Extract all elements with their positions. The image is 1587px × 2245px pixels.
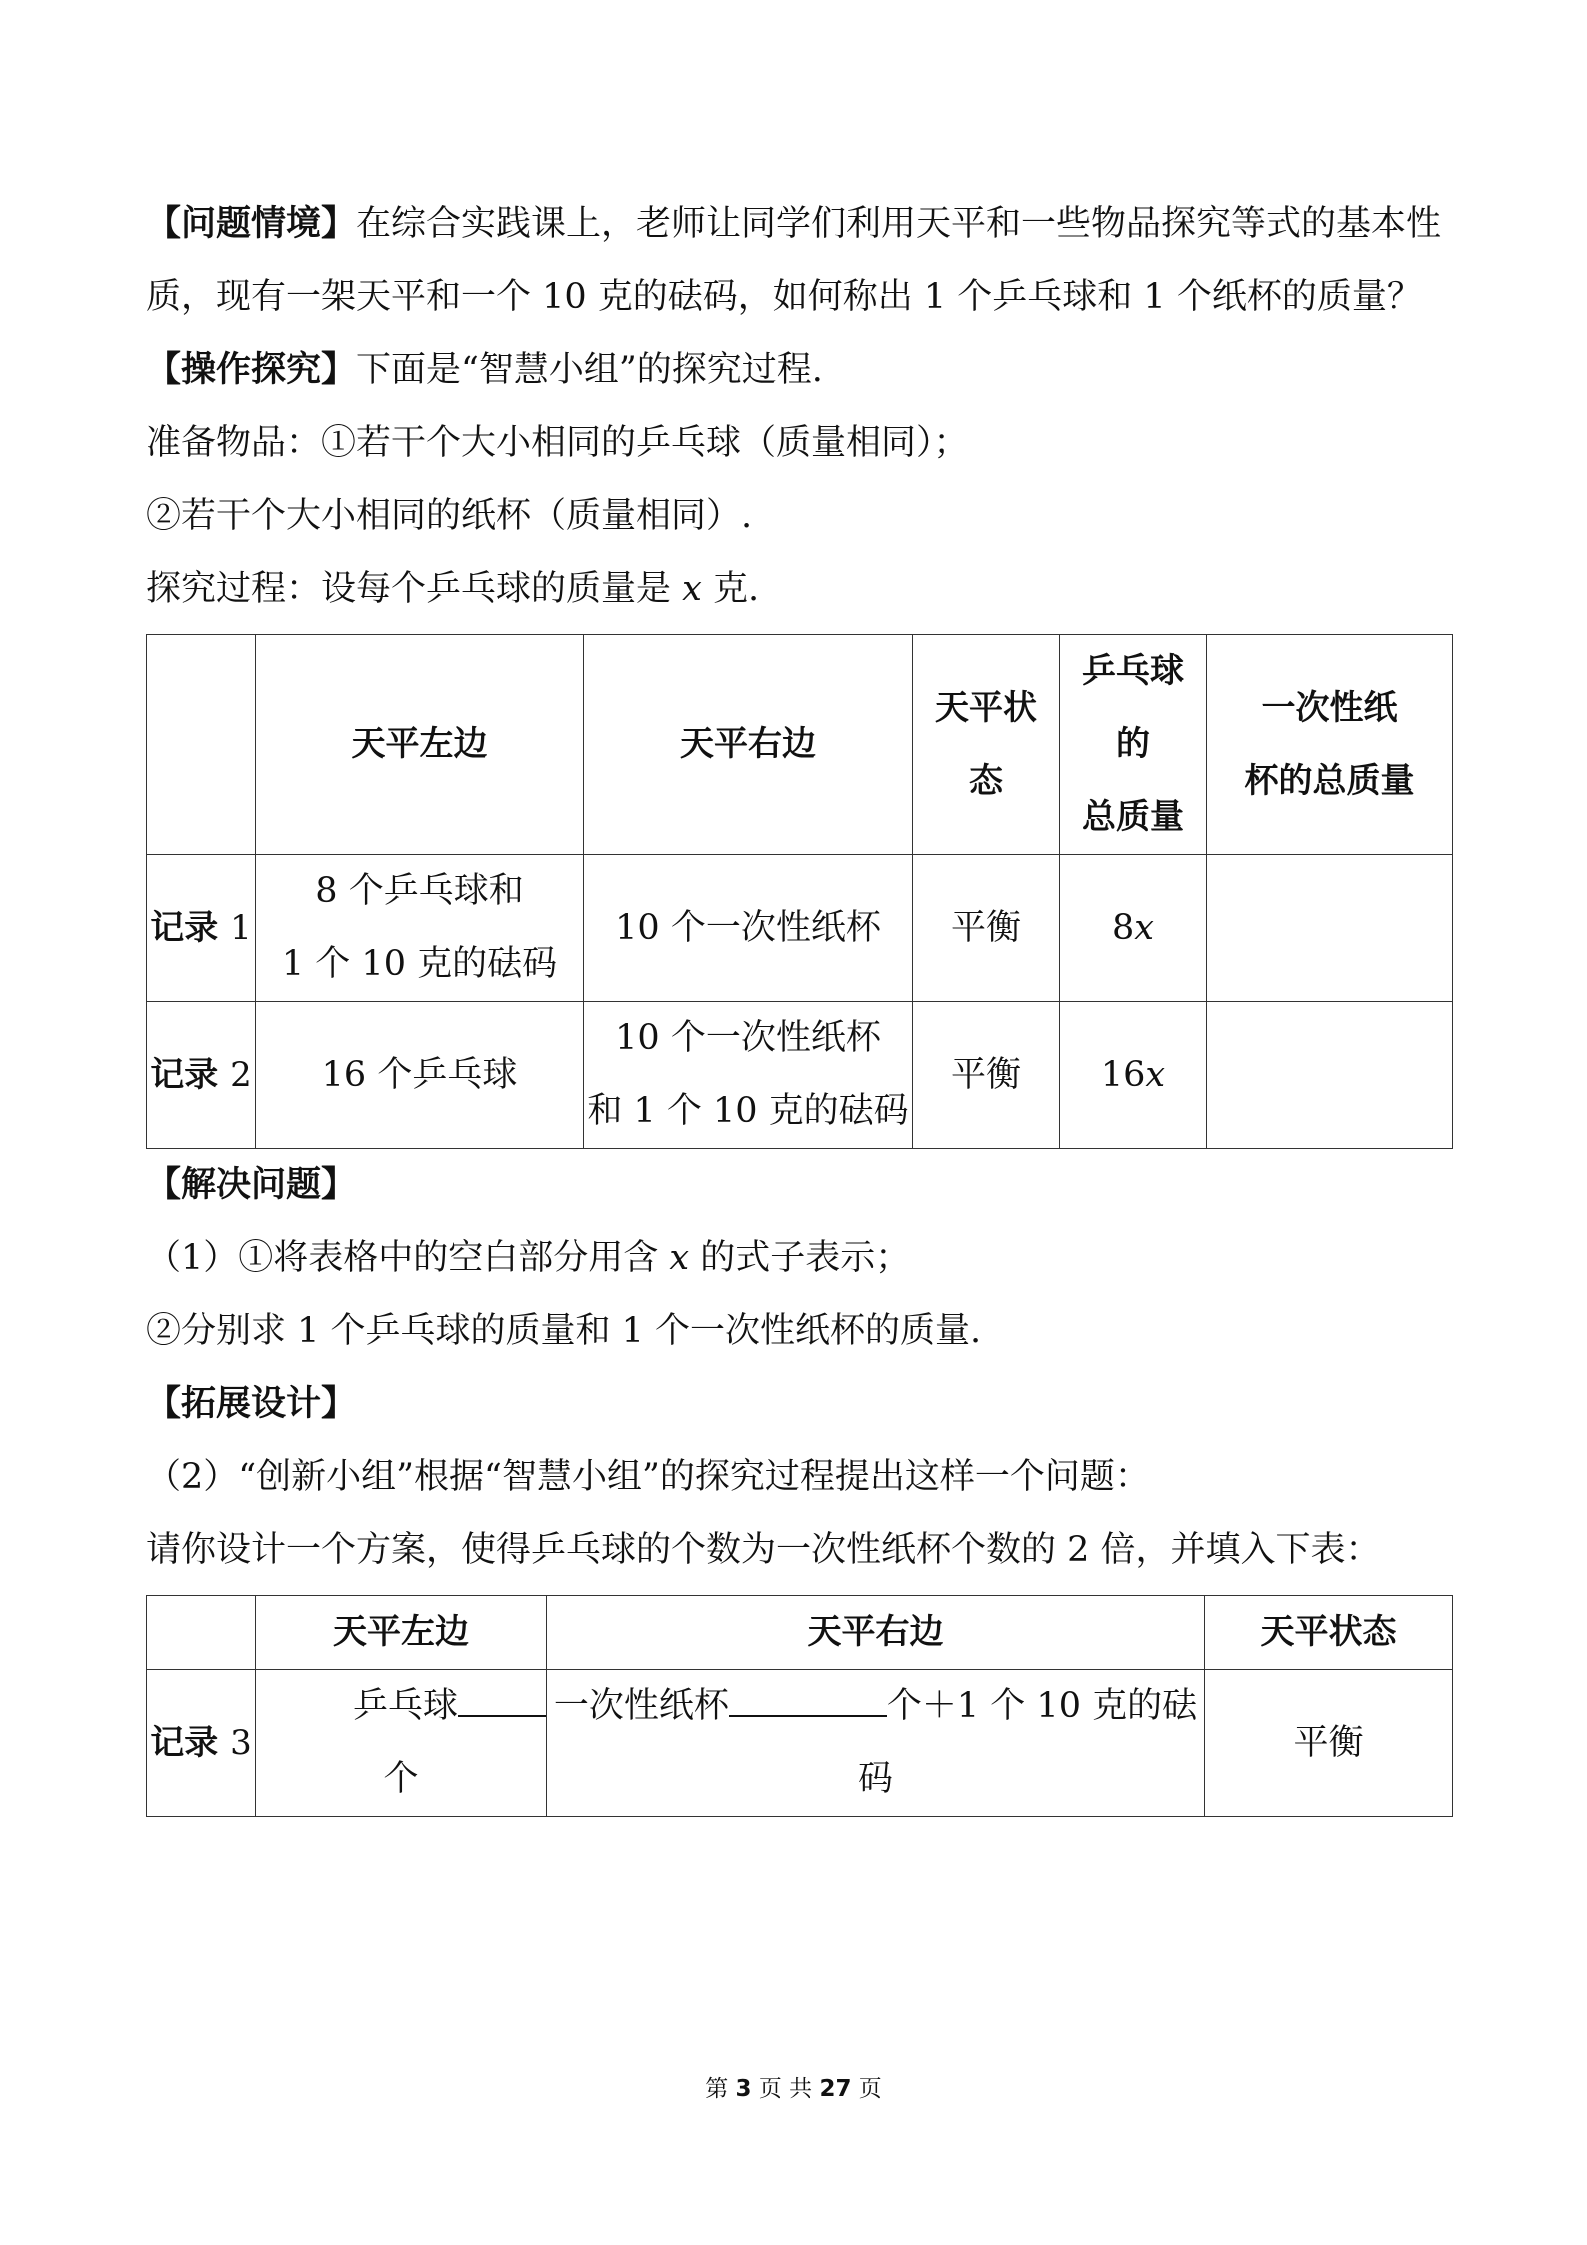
row1-right: 10 个一次性纸杯 [584, 855, 913, 1002]
row2-right [584, 1002, 913, 1149]
label-num: 1 [230, 907, 252, 948]
row3-left-a: 乒乓球 [352, 1686, 458, 1726]
row2-left: 16 个乒乓球 [256, 1002, 584, 1149]
row2-cup-mass-blank [1207, 1002, 1453, 1149]
q1-after: 的式子表示； [689, 1238, 911, 1278]
q2-line: （2）“创新小组”根据“智慧小组”的探究过程提出这样一个问题： [146, 1457, 1150, 1497]
q1-before: （1）①将表格中的空白部分用含 [146, 1238, 670, 1278]
process-var: x [682, 569, 702, 609]
row1-left-l2: 1 个 10 克的砝码 [281, 944, 558, 984]
solve-heading: 【解决问题】 [146, 1165, 357, 1205]
row3-right-c: 码 [857, 1759, 893, 1799]
pp-l3: 总质量 [1082, 797, 1184, 837]
q2b-line: 请你设计一个方案，使得乒乓球的个数为一次性纸杯个数的 2 倍，并填入下表： [146, 1530, 1381, 1570]
row2-mass-var: x [1145, 1054, 1166, 1095]
operate-text: 下面是“智慧小组”的探究过程. [356, 350, 823, 390]
table2-header-state: 天平状态 [1205, 1596, 1453, 1670]
row1-cup-mass-blank [1207, 855, 1453, 1002]
q1b-line: ②分别求 1 个乒乓球的质量和 1 个一次性纸杯的质量. [146, 1311, 982, 1351]
prep-line-1: 准备物品：①若干个大小相同的乒乓球（质量相同）； [146, 423, 969, 463]
row1-left [256, 855, 584, 1002]
extend-heading: 【拓展设计】 [146, 1384, 357, 1424]
prep-line-2: ②若干个大小相同的纸杯（质量相同）. [146, 496, 753, 536]
record-table-1 [146, 634, 1453, 1149]
row2-state: 平衡 [913, 1002, 1060, 1149]
table2-header-left: 天平左边 [256, 1596, 547, 1670]
row3-state: 平衡 [1205, 1670, 1453, 1817]
table1-header-cup-mass [1207, 635, 1453, 855]
intro-paragraph [146, 188, 1452, 334]
row1-state: 平衡 [913, 855, 1060, 1002]
state-l2: 态 [969, 760, 1003, 801]
label-text: 记录 [150, 1054, 219, 1095]
table1-header-row [147, 635, 1453, 855]
row1-mass-num: 8 [1111, 907, 1135, 948]
operate-paragraph [146, 334, 1452, 407]
row2-right-l1: 10 个一次性纸杯 [615, 1018, 881, 1058]
process-line [146, 553, 1452, 626]
table2-header-blank [147, 1596, 256, 1670]
footer-page-number: 3 [735, 2076, 752, 2102]
table1-header-left: 天平左边 [256, 635, 584, 855]
table-row [147, 1002, 1453, 1149]
page-footer [0, 2070, 1587, 2103]
label-num: 3 [230, 1722, 252, 1763]
row-label-record-2 [147, 1002, 256, 1149]
label-text: 记录 [150, 907, 219, 948]
pingpong-count-blank[interactable] [458, 1681, 546, 1717]
table2-header-right: 天平右边 [547, 1596, 1205, 1670]
row-label-record-3 [147, 1670, 256, 1817]
q1-line [146, 1222, 1452, 1295]
row3-right [547, 1670, 1205, 1817]
label-text: 记录 [150, 1722, 219, 1763]
operate-tag: 【操作探究】 [146, 350, 357, 390]
table1-header-right: 天平右边 [584, 635, 913, 855]
table-row [147, 855, 1453, 1002]
intro-tag: 【问题情境】 [146, 204, 357, 244]
row-label-record-1 [147, 855, 256, 1002]
label-num: 2 [230, 1054, 252, 1095]
table1-header-blank [147, 635, 256, 855]
record-table-2 [146, 1595, 1453, 1817]
table1-header-pingpong-mass [1060, 635, 1207, 855]
row2-mass [1060, 1002, 1207, 1149]
row2-right-l2: 和 1 个 10 克的砝码 [587, 1091, 909, 1131]
row3-right-a: 一次性纸杯 [553, 1686, 729, 1726]
row3-right-b: 个＋1 个 10 克的砝 [886, 1686, 1198, 1726]
document-content [146, 188, 1452, 1817]
intro-text: 在综合实践课上，老师让同学们利用天平和一些物品探究等式的基本性质，现有一架天平和一个 10 克的砝码，如何称出 1 个乒乓球和 1 个纸杯的质量？ [146, 204, 1442, 317]
row2-mass-num: 16 [1100, 1054, 1146, 1095]
footer-total-pages: 27 [819, 2076, 852, 2102]
process-before: 探究过程：设每个乒乓球的质量是 [146, 569, 683, 609]
q1-var: x [669, 1238, 690, 1278]
row3-left-b: 个 [383, 1759, 419, 1799]
cup-count-blank[interactable] [729, 1681, 887, 1717]
process-after: 克. [701, 569, 760, 609]
footer-mid: 页 共 [758, 2076, 813, 2102]
row3-left [256, 1670, 547, 1817]
footer-post: 页 [858, 2076, 882, 2102]
cup-l2: 杯的总质量 [1244, 760, 1415, 801]
row1-mass-var: x [1134, 907, 1155, 948]
table-row [147, 1670, 1453, 1817]
state-l1: 天平状 [935, 687, 1037, 728]
table2-header-row [147, 1596, 1453, 1670]
table1-header-state [913, 635, 1060, 855]
pp-l1: 乒乓球 [1082, 651, 1184, 691]
row1-left-l1: 8 个乒乓球和 [315, 871, 524, 911]
pp-l2: 的 [1116, 724, 1150, 764]
row1-mass [1060, 855, 1207, 1002]
footer-pre: 第 [705, 2076, 729, 2102]
cup-l1: 一次性纸 [1261, 687, 1398, 728]
